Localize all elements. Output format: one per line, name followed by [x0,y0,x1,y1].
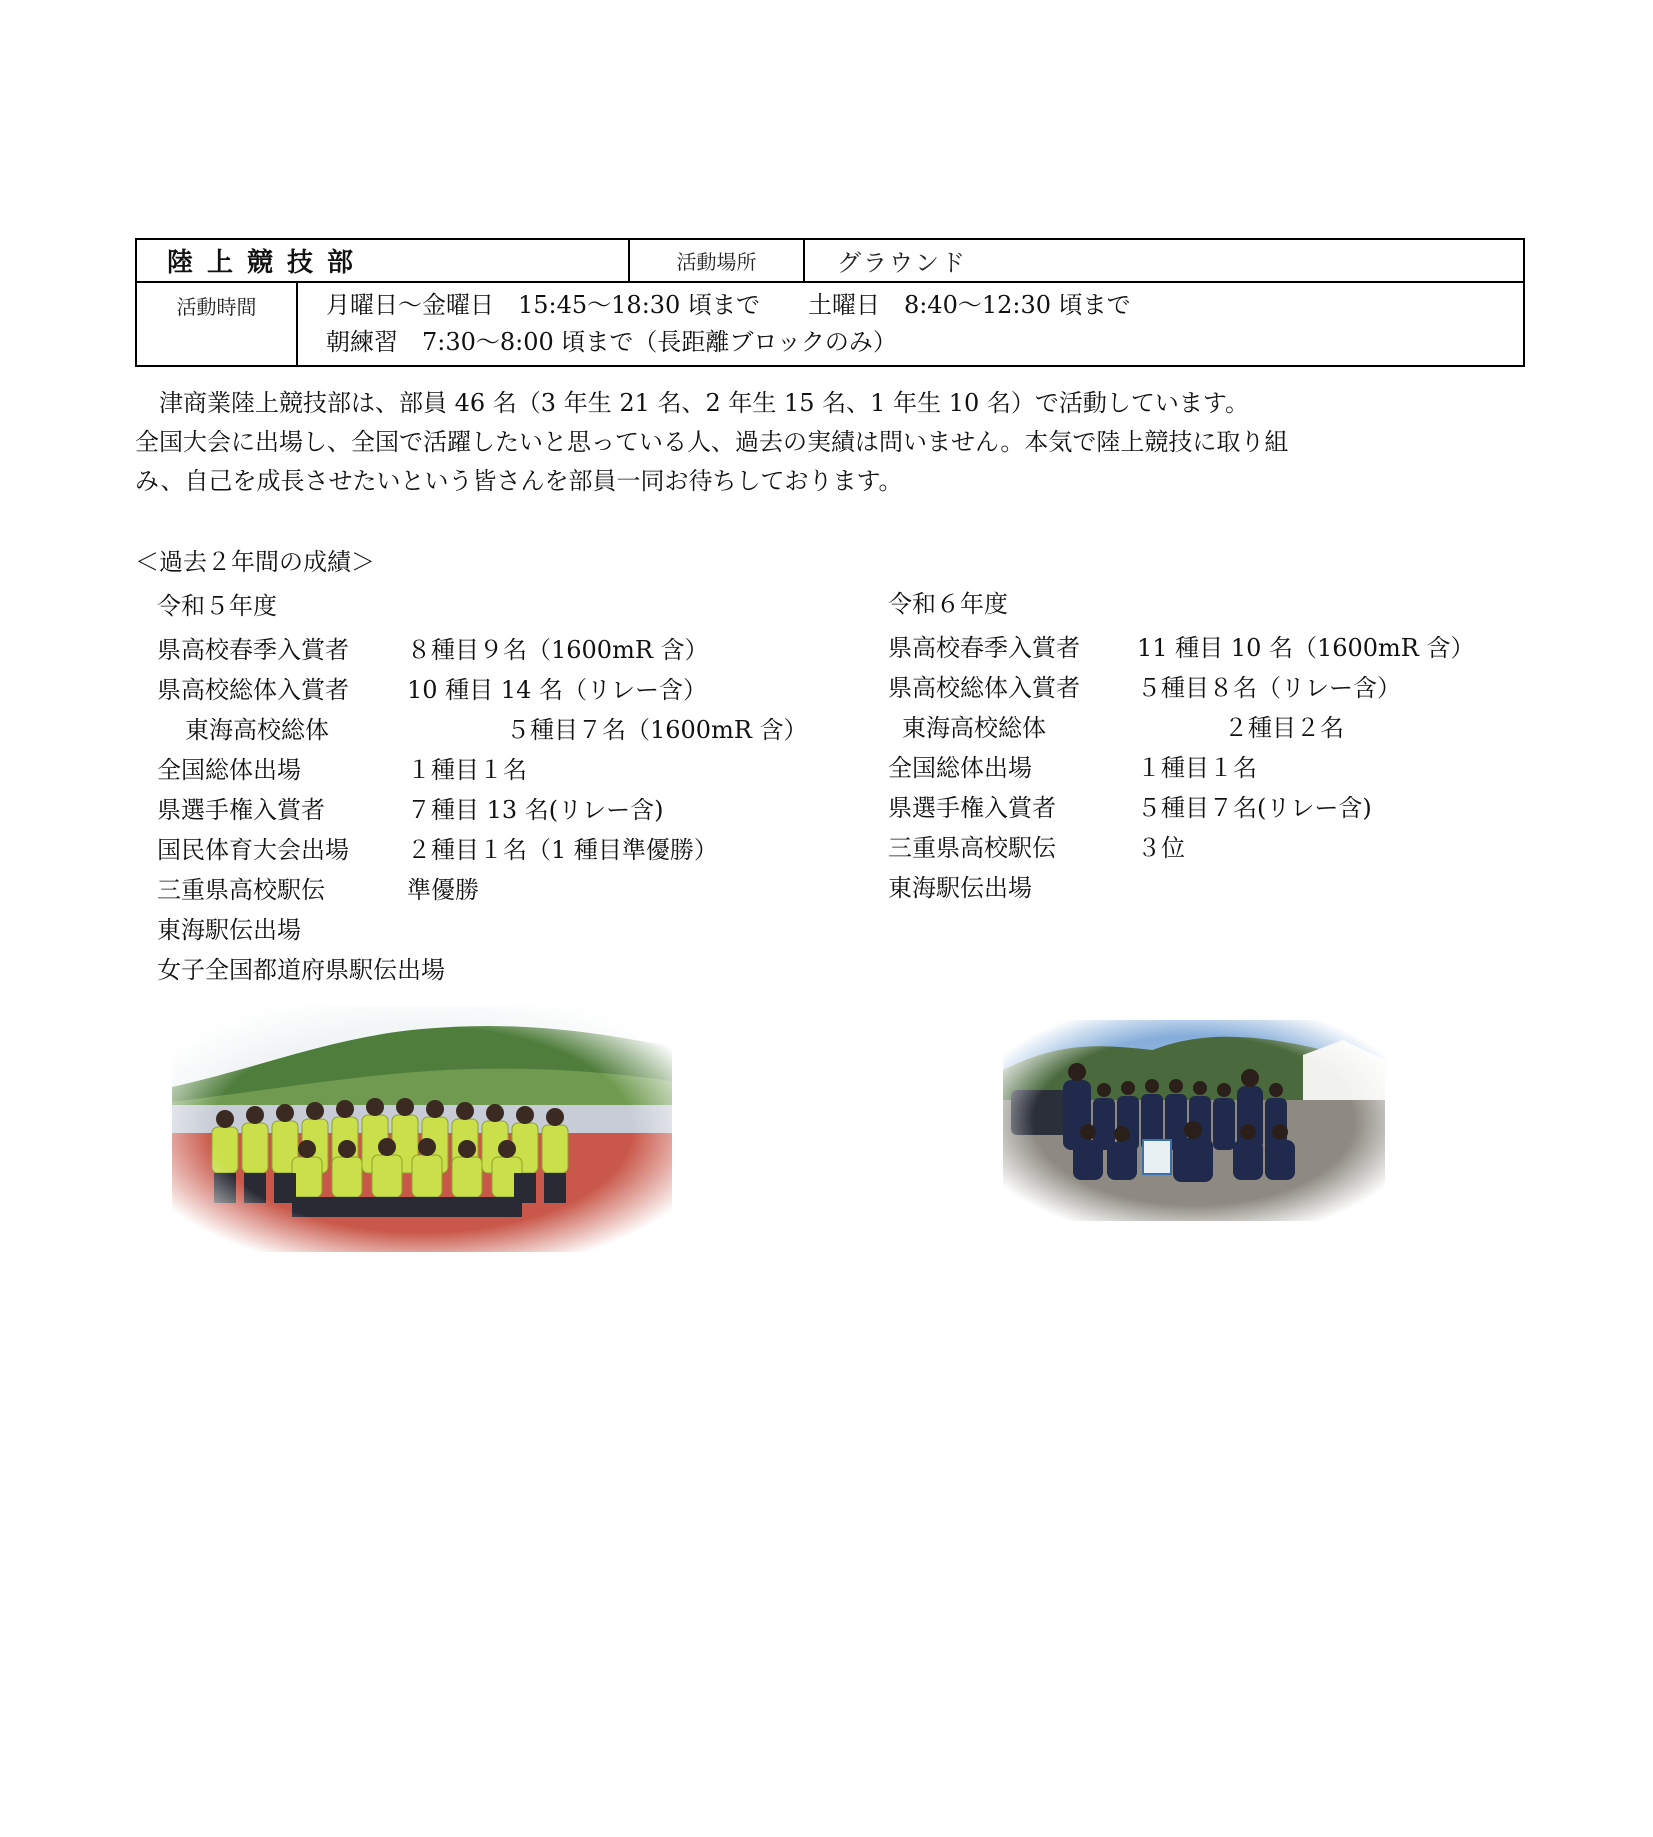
result-value: 11 種目 10 名（1600mR 含） [1137,634,1475,662]
result-row [888,748,1257,788]
result-row [157,670,707,710]
competition-name: 東海駅伝出場 [888,874,1032,902]
club-info-table [135,238,1525,367]
competition-name: 県選手権入賞者 [157,796,325,824]
result-row [157,630,709,670]
time-label: 活動時間 [136,282,297,366]
result-value: 10 種目 14 名（リレー含） [407,676,707,704]
result-row [157,710,808,750]
result-row [157,910,301,950]
result-row [888,868,1032,908]
result-value: ３位 [1137,834,1185,862]
competition-name: 国民体育大会出場 [157,836,349,864]
result-value: １種目１名 [1137,754,1257,782]
reiwa6-results [888,587,1475,908]
competition-name: 女子全国都道府県駅伝出場 [157,956,445,984]
result-row [157,790,664,830]
team-photo-ekiden [1003,1020,1385,1221]
competition-name: 東海駅伝出場 [157,916,301,944]
competition-name: 東海高校総体 [185,716,329,744]
result-row [157,950,445,990]
intro-line: 全国大会に出場し、全国で活躍したいと思っている人、過去の実績は問いません。本気で陸上競技に取り組 [135,428,1289,456]
intro-line: 津商業陸上競技部は、部員 46 名（3 年生 21 名、2 年生 15 名、1 年生 10 名）で活動しています。 [135,389,1249,417]
place-label: 活動場所 [629,239,804,282]
result-value: ２種目１名（1 種目準優勝） [407,836,718,864]
competition-name: 三重県高校駅伝 [157,876,325,904]
result-value: ５種目７名(リレー含) [1137,794,1372,822]
intro-paragraph [135,384,1535,501]
result-value: ５種目８名（リレー含） [1137,674,1401,702]
result-row [888,628,1475,668]
time-schedule [297,282,1524,366]
results-heading: ＜過去２年間の成績＞ [135,548,375,576]
competition-name: 県選手権入賞者 [888,794,1056,822]
competition-name: 県高校総体入賞者 [888,674,1080,702]
result-value: 準優勝 [407,876,479,904]
competition-name: 東海高校総体 [902,714,1046,742]
result-value: ５種目７名（1600mR 含） [506,716,808,744]
team-photo-track [172,1007,672,1252]
competition-name: 県高校春季入賞者 [888,634,1080,662]
result-value: ８種目９名（1600mR 含） [407,636,709,664]
result-row [888,828,1185,868]
result-value: ７種目 13 名(リレー含) [407,796,664,824]
result-row [888,788,1372,828]
weekday-schedule: 月曜日～金曜日 15:45～18:30 頃まで 土曜日 8:40～12:30 頃まで [326,291,1131,319]
result-row [888,668,1401,708]
club-name: 陸上競技部 [136,239,629,282]
reiwa5-results [157,589,808,990]
year-title: 令和５年度 [157,592,277,620]
competition-name: 県高校春季入賞者 [157,636,349,664]
result-value: ２種目２名 [1224,714,1344,742]
competition-name: 三重県高校駅伝 [888,834,1056,862]
result-row [888,708,1344,748]
year-title: 令和６年度 [888,590,1008,618]
result-value: １種目１名 [407,756,527,784]
intro-line: み、自己を成長させたいという皆さんを部員一同お待ちしております。 [135,467,903,495]
result-row [157,870,479,910]
morning-schedule: 朝練習 7:30～8:00 頃まで（長距離ブロックのみ） [326,328,897,356]
competition-name: 県高校総体入賞者 [157,676,349,704]
place-value: グラウンド [804,239,1524,282]
competition-name: 全国総体出場 [157,756,301,784]
result-row [157,830,718,870]
result-row [157,750,527,790]
competition-name: 全国総体出場 [888,754,1032,782]
